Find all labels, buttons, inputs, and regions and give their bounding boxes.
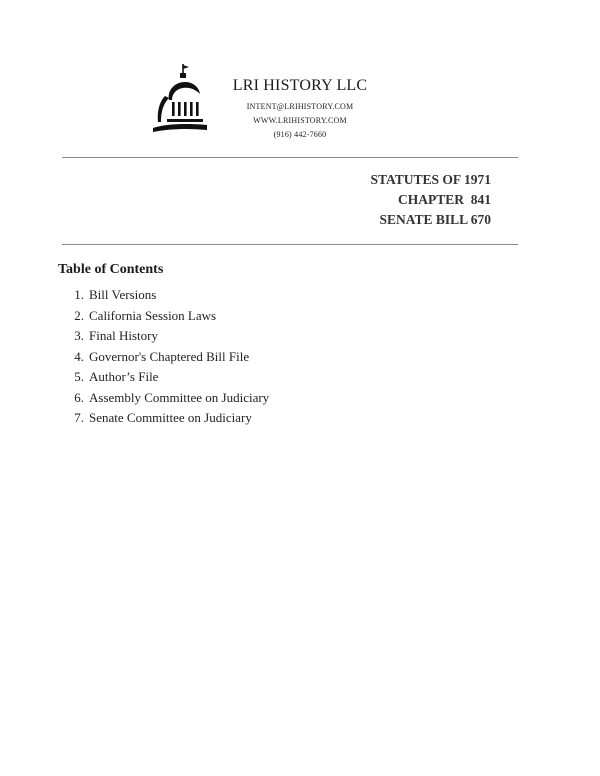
toc-item-label: Author’s File (89, 369, 159, 384)
statute-chapter: CHAPTER 841 (397, 192, 491, 207)
toc-item-number: 4. (74, 348, 84, 364)
toc-item-number: 3. (74, 328, 84, 343)
toc-item (58, 326, 538, 347)
statute-year: STATUTES OF 1971 (370, 172, 491, 187)
divider-bottom (62, 244, 518, 245)
toc-item (58, 285, 538, 306)
letterhead (222, 76, 378, 142)
toc-title: Table of Contents (58, 262, 164, 277)
toc-item-label: Bill Versions (89, 287, 157, 302)
toc-item (58, 367, 538, 388)
toc-item-label: Assembly Committee on Judiciary (89, 389, 270, 405)
toc-item (58, 408, 538, 429)
company-name: LRI HISTORY LLC (232, 77, 368, 94)
company-phone: (916) 442-7660 (273, 130, 327, 139)
toc-item-number: 5. (74, 369, 84, 384)
toc-item (58, 347, 538, 368)
toc-item-label: Governor's Chaptered Bill File (89, 348, 250, 364)
toc-item-number: 2. (74, 307, 84, 323)
toc-item (58, 306, 538, 327)
toc-item-number: 1. (74, 287, 84, 302)
divider-top (62, 157, 518, 158)
toc-item-label: California Session Laws (89, 307, 217, 323)
toc-item-label: Senate Committee on Judiciary (89, 410, 252, 425)
statute-bill: SENATE BILL 670 (379, 212, 491, 227)
company-website: WWW.LRIHISTORY.COM (253, 116, 347, 125)
toc-item-label: Final History (89, 328, 158, 343)
toc-item-number: 7. (74, 410, 84, 425)
toc-list (58, 285, 538, 429)
company-email: INTENT@LRIHISTORY.COM (246, 102, 354, 111)
toc-item-number: 6. (74, 389, 84, 405)
toc-item (58, 388, 538, 409)
table-of-contents (58, 261, 538, 429)
capitol-dome-icon (145, 62, 213, 138)
statute-reference (370, 170, 491, 230)
